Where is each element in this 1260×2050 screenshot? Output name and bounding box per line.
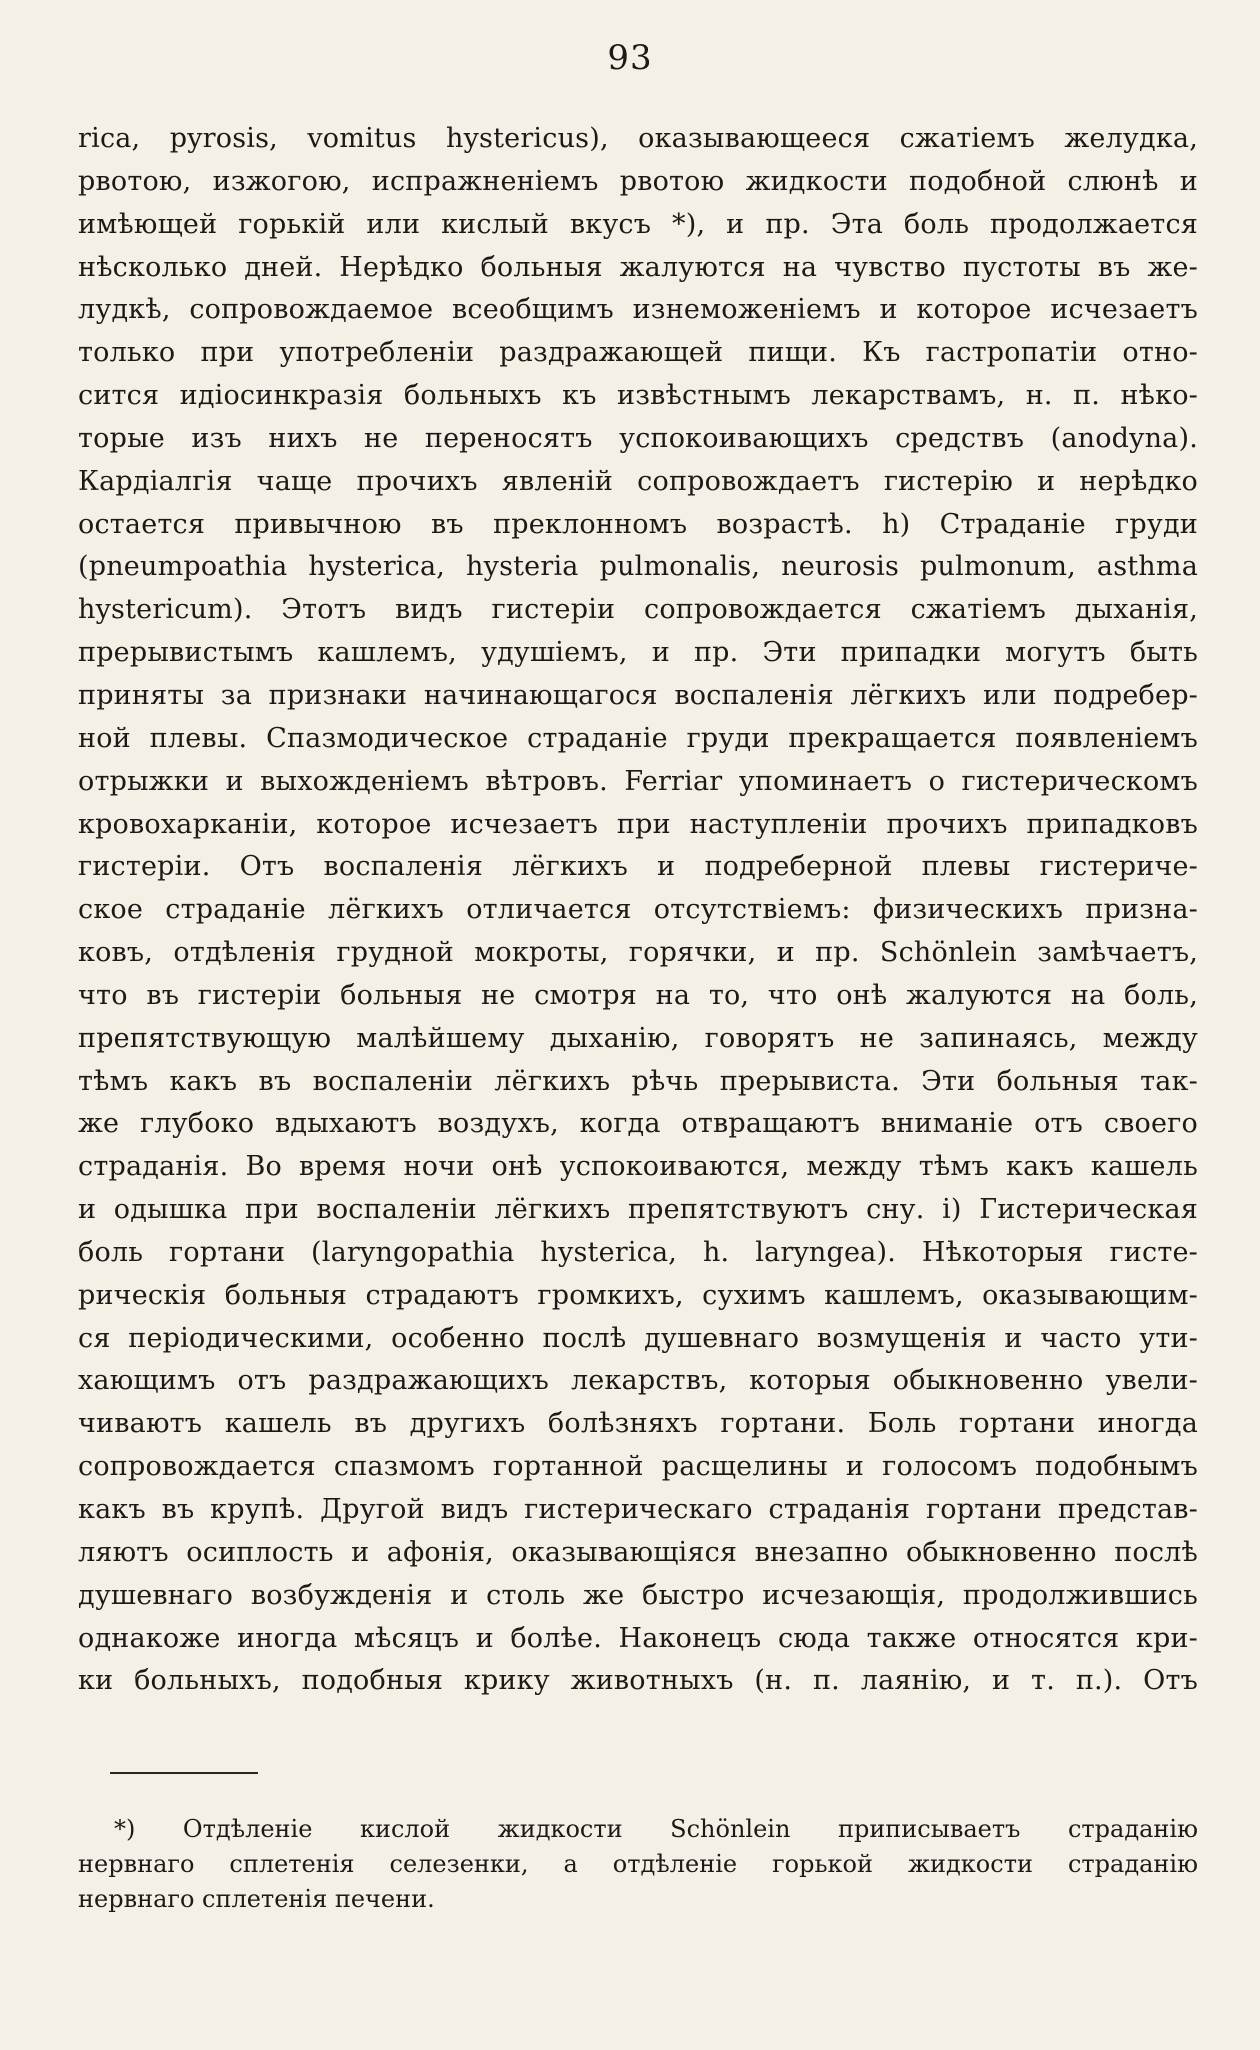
text-line: препятствующую малѣйшему дыханію, говорятъ не запинаясь, между xyxy=(78,1022,1198,1054)
text-line: тѣмъ какъ въ воспаленіи лёгкихъ рѣчь прерывиста. Эти больныя так- xyxy=(78,1065,1198,1097)
footnote-line: нервнаго сплетенія селезенки, а отдѣленіе горькой жидкости страданію xyxy=(78,1850,1198,1878)
text-line: чиваютъ кашель въ другихъ болѣзняхъ гортани. Боль гортани иногда xyxy=(78,1408,1198,1440)
text-line: лудкѣ, сопровождаемое всеобщимъ изнеможеніемъ и которое исчезаетъ xyxy=(78,294,1198,326)
text-line: имѣющей горькій или кислый вкусъ *), и пр. Эта боль продолжается xyxy=(78,208,1198,240)
text-line: и одышка при воспаленіи лёгкихъ препятствуютъ сну. i) Гистерическая xyxy=(78,1194,1198,1226)
text-line: рвотою, изжогою, испражненіемъ рвотою жидкости подобной слюнѣ и xyxy=(78,165,1198,197)
text-line: отрыжки и выхожденіемъ вѣтровъ. Ferriar упоминаетъ о гистерическомъ xyxy=(78,765,1198,797)
text-line: нѣсколько дней. Нерѣдко больныя жалуются на чувство пустоты въ же- xyxy=(78,251,1198,283)
text-line: страданія. Во время ночи онѣ успокоиваются, между тѣмъ какъ кашель xyxy=(78,1151,1198,1183)
text-line: ки больныхъ, подобныя крику животныхъ (н. п. лаянію, и т. п.). Отъ xyxy=(78,1665,1198,1697)
text-line: ной плевы. Спазмодическое страданіе груди прекращается появленіемъ xyxy=(78,722,1198,754)
text-line: хающимъ отъ раздражающихъ лекарствъ, которыя обыкновенно увели- xyxy=(78,1365,1198,1397)
text-line: rica, pyrosis, vomitus hystericus), оказывающееся сжатіемъ желудка, xyxy=(78,123,1198,154)
text-line: что въ гистеріи больныя не смотря на то, что онѣ жалуются на боль, xyxy=(78,979,1198,1011)
text-line: какъ въ крупѣ. Другой видъ гистерическаго страданія гортани представ- xyxy=(78,1494,1198,1525)
text-line: кровохарканіи, которое исчезаетъ при наступленіи прочихъ припадковъ xyxy=(78,808,1198,840)
text-line: Кардіалгія чаще прочихъ явленій сопровождаетъ гистерію и нерѣдко xyxy=(78,465,1198,497)
text-line: (pneumpoathia hysterica, hysteria pulmonalis, neurosis pulmonum, asthma xyxy=(78,551,1198,583)
footnote-block xyxy=(78,1812,1198,1917)
text-line: остается привычною въ преклонномъ возрастѣ. h) Страданіе груди xyxy=(78,508,1198,540)
text-line: гистеріи. Отъ воспаленія лёгкихъ и подреберной плевы гистериче- xyxy=(78,851,1198,883)
text-line: сится идіосинкразія больныхъ къ извѣстнымъ лекарствамъ, н. п. нѣко- xyxy=(78,380,1198,412)
text-line: ся періодическими, особенно послѣ душевнаго возмущенія и часто ути- xyxy=(78,1322,1198,1354)
text-line: душевнаго возбужденія и столь же быстро исчезающія, продолжившись xyxy=(78,1579,1198,1611)
footnote-divider xyxy=(110,1772,258,1774)
text-line: ское страданіе лёгкихъ отличается отсутствіемъ: физическихъ призна- xyxy=(78,894,1198,926)
text-line: ляютъ осиплость и афонія, оказывающіяся внезапно обыкновенно послѣ xyxy=(78,1536,1198,1568)
text-line: однакоже иногда мѣсяцъ и болѣе. Наконецъ сюда также относятся кри- xyxy=(78,1622,1198,1654)
page-number: 93 xyxy=(607,38,653,78)
text-line: рическія больныя страдаютъ громкихъ, сухимъ кашлемъ, оказывающим- xyxy=(78,1279,1198,1311)
text-line: прерывистымъ кашлемъ, удушіемъ, и пр. Эти припадки могутъ быть xyxy=(78,637,1198,669)
text-line: ковъ, отдѣленія грудной мокроты, горячки, и пр. Schönlein замѣчаетъ, xyxy=(78,937,1198,969)
text-line: только при употребленіи раздражающей пищи. Къ гастропатіи отно- xyxy=(78,337,1198,369)
text-line: торые изъ нихъ не переносятъ успокоивающихъ средствъ (anodyna). xyxy=(78,422,1198,454)
text-line: приняты за признаки начинающагося воспаленія лёгкихъ или подребер- xyxy=(78,679,1198,711)
footnote-line: *) Отдѣленіе кислой жидкости Schönlein приписываетъ страданію xyxy=(114,1815,1198,1843)
footnote-line: нервнаго сплетенія печени. xyxy=(78,1885,435,1913)
text-line: боль гортани (laryngopathia hysterica, h. laryngea). Нѣкоторыя гисте- xyxy=(78,1236,1198,1268)
text-line: hystericum). Этотъ видъ гистеріи сопровождается сжатіемъ дыханія, xyxy=(78,594,1198,626)
text-line: же глубоко вдыхаютъ воздухъ, когда отвращаютъ вниманіе отъ своего xyxy=(78,1108,1198,1140)
main-text-block xyxy=(78,118,1198,1703)
text-line: сопровождается спазмомъ гортанной расщелины и голосомъ подобнымъ xyxy=(78,1451,1198,1483)
